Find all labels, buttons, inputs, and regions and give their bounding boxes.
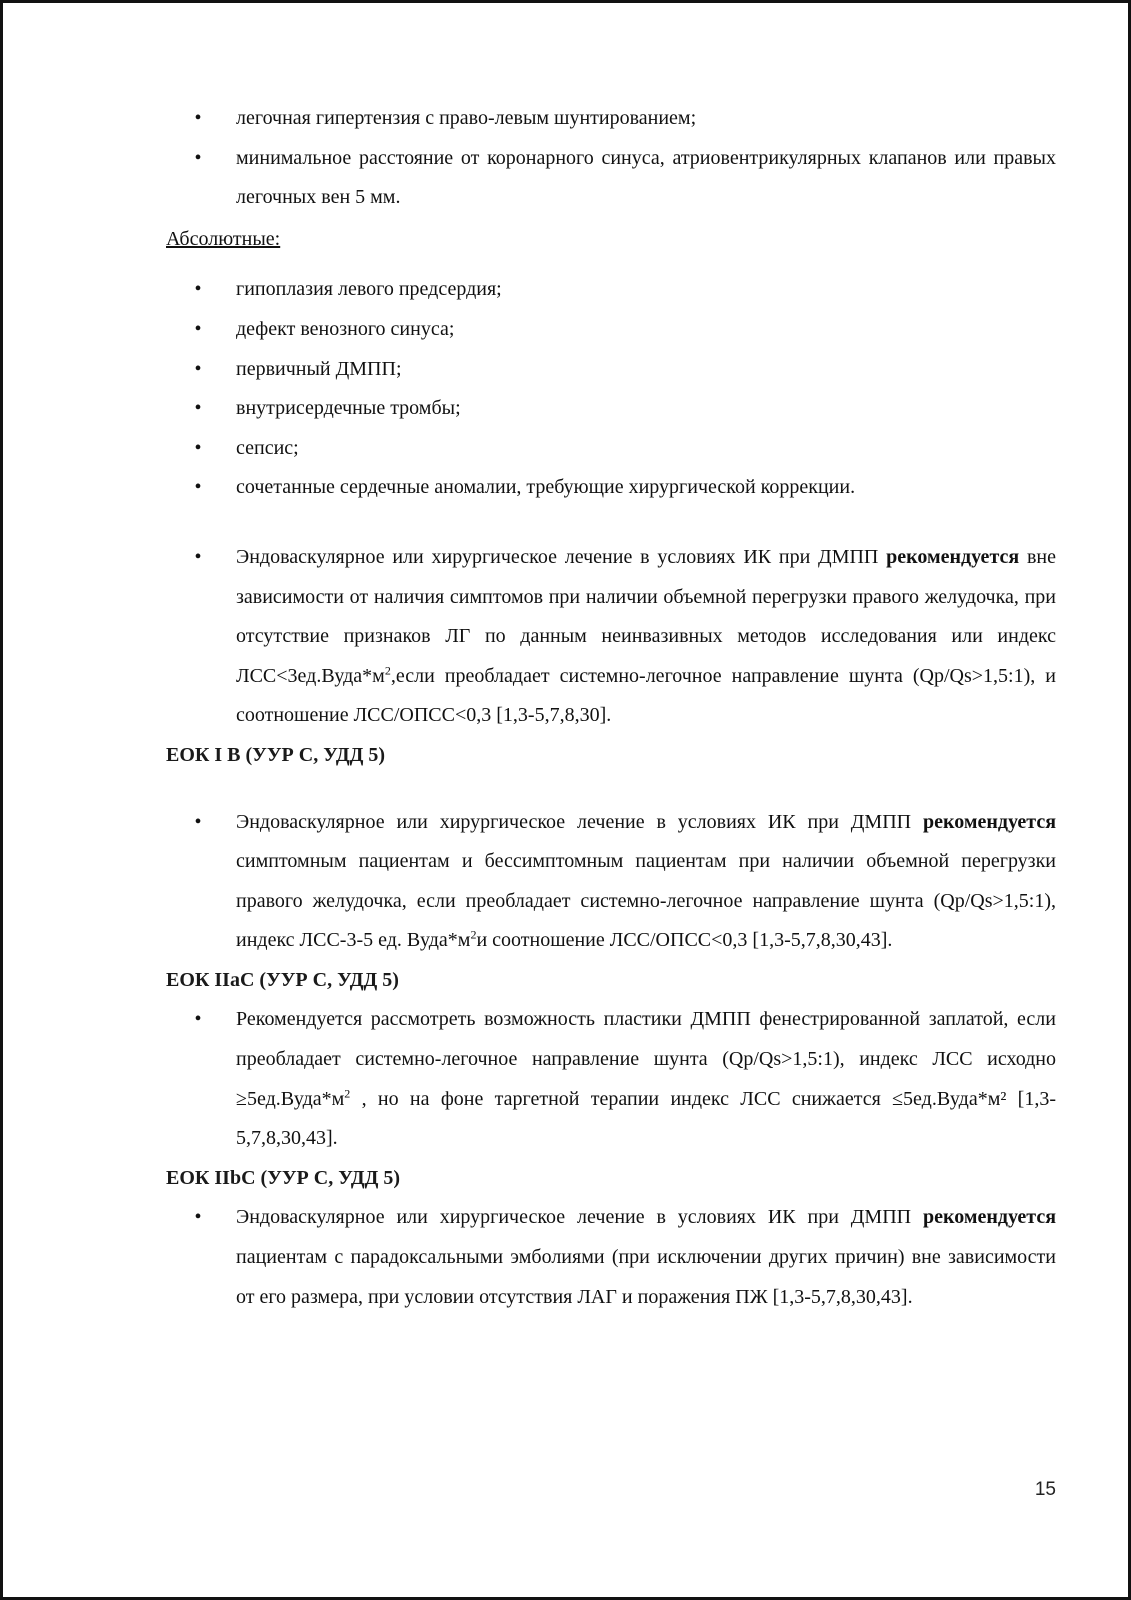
recommendation-4 — [166, 1198, 1056, 1317]
recommendation-text-body: вне зависимости от наличия симптомов при наличии объемной перегрузки правого желудочка, при отсутствие признаков ЛГ по данным неинвазивных методов исследования или индекс ЛСС<3ед.Вуда*м — [236, 545, 1057, 687]
bullet-icon: • — [194, 810, 202, 833]
section-spacer — [166, 776, 1056, 803]
bullet-icon: • — [194, 278, 202, 301]
recommendation-text-body: пациентам с парадоксальными эмболиями (при исключении других причин) вне зависимости от его размера, при условии отсутствия ЛАГ и поражения ПЖ [1,3-5,7,8,30,43]. — [236, 1246, 1056, 1308]
list-item-text: внутрисердечные тромбы; — [236, 397, 461, 420]
evidence-level: ЕОК IIbC (УУР С, УДД 5) — [166, 1166, 401, 1189]
recommendation-keyword: рекомендуется — [922, 1206, 1057, 1229]
bullet-icon: • — [194, 146, 202, 169]
list-item-text: дефект венозного синуса; — [236, 317, 455, 340]
list-item — [166, 468, 1056, 508]
bullet-icon: • — [194, 476, 202, 499]
recommendation-keyword: рекомендуется — [886, 545, 1020, 568]
recommendation-2 — [166, 803, 1056, 961]
recommendation-text-start: Эндоваскулярное или хирургическое лечение в условиях ИК при ДМПП — [236, 810, 912, 833]
recommendation-text-end: ,если преобладает системно-легочное направление шунта (Qp/Qs>1,5:1), и соотношение ЛСС/ОПСС<0,3 [1,3-5,7,8,30]. — [236, 664, 1056, 727]
list-item — [166, 99, 1056, 139]
superscript: 2 — [470, 927, 477, 942]
list-item-text: минимальное расстояние от коронарного синуса, атриовентрикулярных клапанов или правых легочных вен 5 мм. — [236, 146, 1056, 209]
recommendation-text-end: , но на фоне таргетной терапии индекс ЛСС снижается ≤5ед.Вуда*м² [1,3-5,7,8,30,43]. — [236, 1087, 1056, 1150]
bullet-icon: • — [194, 317, 202, 340]
list-item — [166, 139, 1056, 218]
recommendation-item — [166, 1198, 1056, 1317]
list-item-text: легочная гипертензия с право-левым шунтированием; — [236, 107, 697, 129]
absolute-list — [166, 270, 1056, 508]
list-item-text: первичный ДМПП; — [236, 357, 402, 380]
bullet-icon: • — [194, 107, 202, 129]
list-item — [166, 389, 1056, 429]
evidence-level: ЕОК I В (УУР С, УДД 5) — [166, 743, 386, 766]
bullet-icon: • — [194, 1008, 202, 1031]
recommendation-1 — [166, 538, 1056, 736]
list-item-text: сепсис; — [236, 436, 299, 459]
bullet-icon: • — [194, 357, 202, 380]
recommendation-text-end: и соотношение ЛСС/ОПСС<0,3 [1,3-5,7,8,30,43]. — [476, 929, 893, 952]
recommendation-item — [166, 1000, 1056, 1158]
recommendation-item — [166, 538, 1056, 736]
list-item — [166, 310, 1056, 350]
list-item-text: сочетанные сердечные аномалии, требующие хирургической коррекции. — [236, 476, 856, 499]
bullet-icon: • — [194, 397, 202, 420]
recommendation-text-start: Эндоваскулярное или хирургическое лечение в условиях ИК при ДМПП — [236, 545, 879, 568]
list-item — [166, 270, 1056, 310]
absolute-contraindications-heading: Абсолютные: — [166, 227, 281, 250]
page-content — [166, 99, 1056, 1317]
recommendation-text-body: симптомным пациентам и бессимптомным пациентам при наличии объемной перегрузки правого желудочка, если преобладает системно-легочное направление шунта (Qp/Qs>1,5:1), индекс ЛСС-3-5 ед. Вуда*м — [236, 850, 1056, 952]
section-spacer — [166, 508, 1056, 538]
intro-list — [166, 99, 1056, 218]
bullet-icon: • — [194, 436, 202, 459]
recommendation-item — [166, 803, 1056, 961]
recommendation-text-start: Рекомендуется рассмотреть возможность пластики ДМПП фенестрированной заплатой, если преобладает системно-легочное направление шунта (Qp/Qs>1,5:1), индекс ЛСС исходно ≥5ед.Вуда*м — [236, 1008, 1056, 1110]
recommendation-keyword: рекомендуется — [922, 810, 1057, 833]
recommendation-text-start: Эндоваскулярное или хирургическое лечение в условиях ИК при ДМПП — [236, 1206, 912, 1229]
bullet-icon: • — [194, 545, 202, 568]
bullet-icon: • — [194, 1206, 202, 1229]
list-item-text: гипоплазия левого предсердия; — [236, 278, 502, 301]
page-number: 15 — [1034, 1479, 1056, 1500]
recommendation-3 — [166, 1000, 1056, 1158]
evidence-level: ЕОК IIaC (УУР С, УДД 5) — [166, 968, 399, 991]
list-item — [166, 350, 1056, 390]
superscript: 2 — [384, 663, 391, 678]
list-item — [166, 429, 1056, 469]
superscript: 2 — [344, 1086, 351, 1100]
